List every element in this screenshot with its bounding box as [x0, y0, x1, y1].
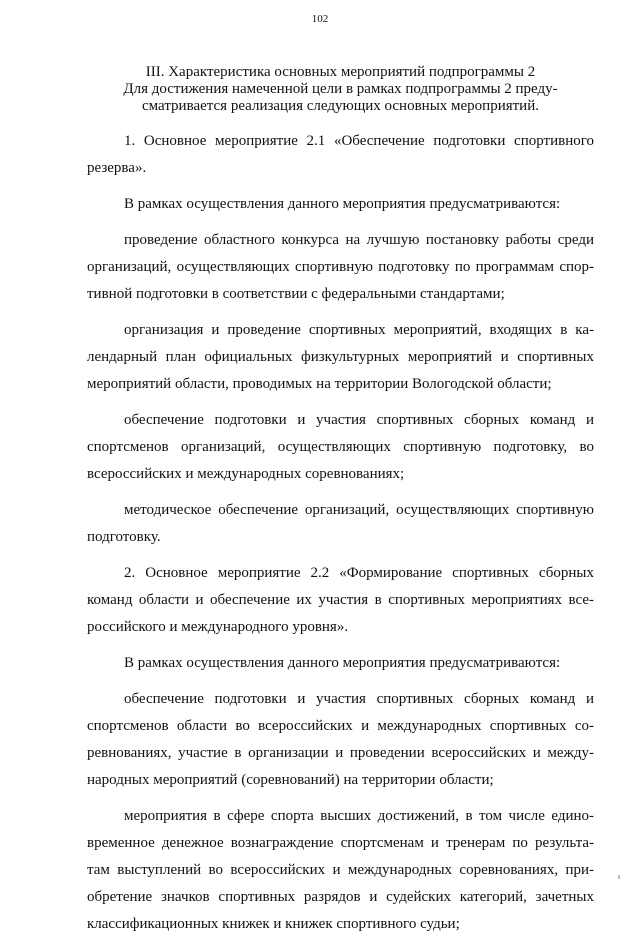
paragraph-events: [87, 317, 594, 398]
paragraph-teams: [87, 407, 594, 488]
text-line: народных мероприятий (соревнований) на территории области;: [87, 772, 494, 788]
text-line: проведение областного конкурса на лучшую постановку работы среди: [124, 232, 594, 248]
document-body: [87, 128, 594, 947]
paragraph-intro: [87, 191, 594, 218]
text-line: всероссийских и международных соревнованиях;: [87, 466, 405, 482]
text-line: спортсменов области во всероссийских и международных спортивных со-: [87, 718, 594, 734]
text-line: 2. Основное мероприятие 2.2 «Формирование спортивных сборных: [124, 565, 594, 581]
text-line: обеспечение подготовки и участия спортивных сборных команд и: [124, 691, 594, 707]
page-number: 102: [311, 13, 329, 25]
paragraph-high-achievement: [87, 803, 594, 938]
text-line: резерва».: [87, 160, 147, 176]
scan-speck: [618, 875, 620, 879]
text-line: мероприятий области, проводимых на территории Вологодской области;: [87, 376, 552, 392]
text-line: ревнованиях, участие в организации и проведении всероссийских и между-: [87, 745, 594, 761]
text-line: тивной подготовки в соответствии с федеральными стандартами;: [87, 286, 505, 302]
section-heading: [87, 64, 594, 115]
text-line: организация и проведение спортивных мероприятий, входящих в ка-: [124, 322, 594, 338]
text-line: мероприятия в сфере спорта высших достижений, в том числе едино-: [124, 808, 594, 824]
paragraph-activity-2-1: [87, 128, 594, 182]
text-line: методическое обеспечение организаций, осуществляющих спортивную: [124, 502, 594, 518]
text-line: В рамках осуществления данного мероприятия предусматриваются:: [124, 196, 561, 212]
text-line: российского и международного уровня».: [87, 619, 349, 635]
paragraph-activity-2-2: [87, 560, 594, 641]
text-line: классификационных книжек и книжек спортивного судьи;: [87, 916, 460, 932]
text-line: В рамках осуществления данного мероприятия предусматриваются:: [124, 655, 561, 671]
text-line: обеспечение подготовки и участия спортивных сборных команд и: [124, 412, 594, 428]
text-line: 1. Основное мероприятие 2.1 «Обеспечение подготовки спортивного: [124, 133, 594, 149]
text-line: обретение значков спортивных разрядов и судейских категорий, зачетных: [87, 889, 594, 905]
paragraph-methodical: [87, 497, 594, 551]
text-line: временное денежное вознаграждение спортсменам и тренерам по результа-: [87, 835, 594, 851]
text-line: организаций, осуществляющих спортивную подготовку по программам спор-: [87, 259, 594, 275]
paragraph-national-teams: [87, 686, 594, 794]
heading-title: III. Характеристика основных мероприятий подпрограммы 2: [145, 64, 536, 80]
heading-line: Для достижения намеченной цели в рамках подпрограммы 2 преду-: [123, 81, 558, 97]
heading-line: сматривается реализация следующих основных мероприятий.: [142, 98, 539, 114]
text-line: лендарный план официальных физкультурных мероприятий и спортивных: [87, 349, 594, 365]
text-line: команд области и обеспечение их участия в спортивных мероприятиях все-: [87, 592, 594, 608]
paragraph-intro: [87, 650, 594, 677]
text-line: там выступлений во всероссийских и международных соревнованиях, при-: [87, 862, 594, 878]
paragraph-contest: [87, 227, 594, 308]
text-line: спортсменов организаций, осуществляющих спортивную подготовку, во: [87, 439, 594, 455]
text-line: подготовку.: [87, 529, 161, 545]
